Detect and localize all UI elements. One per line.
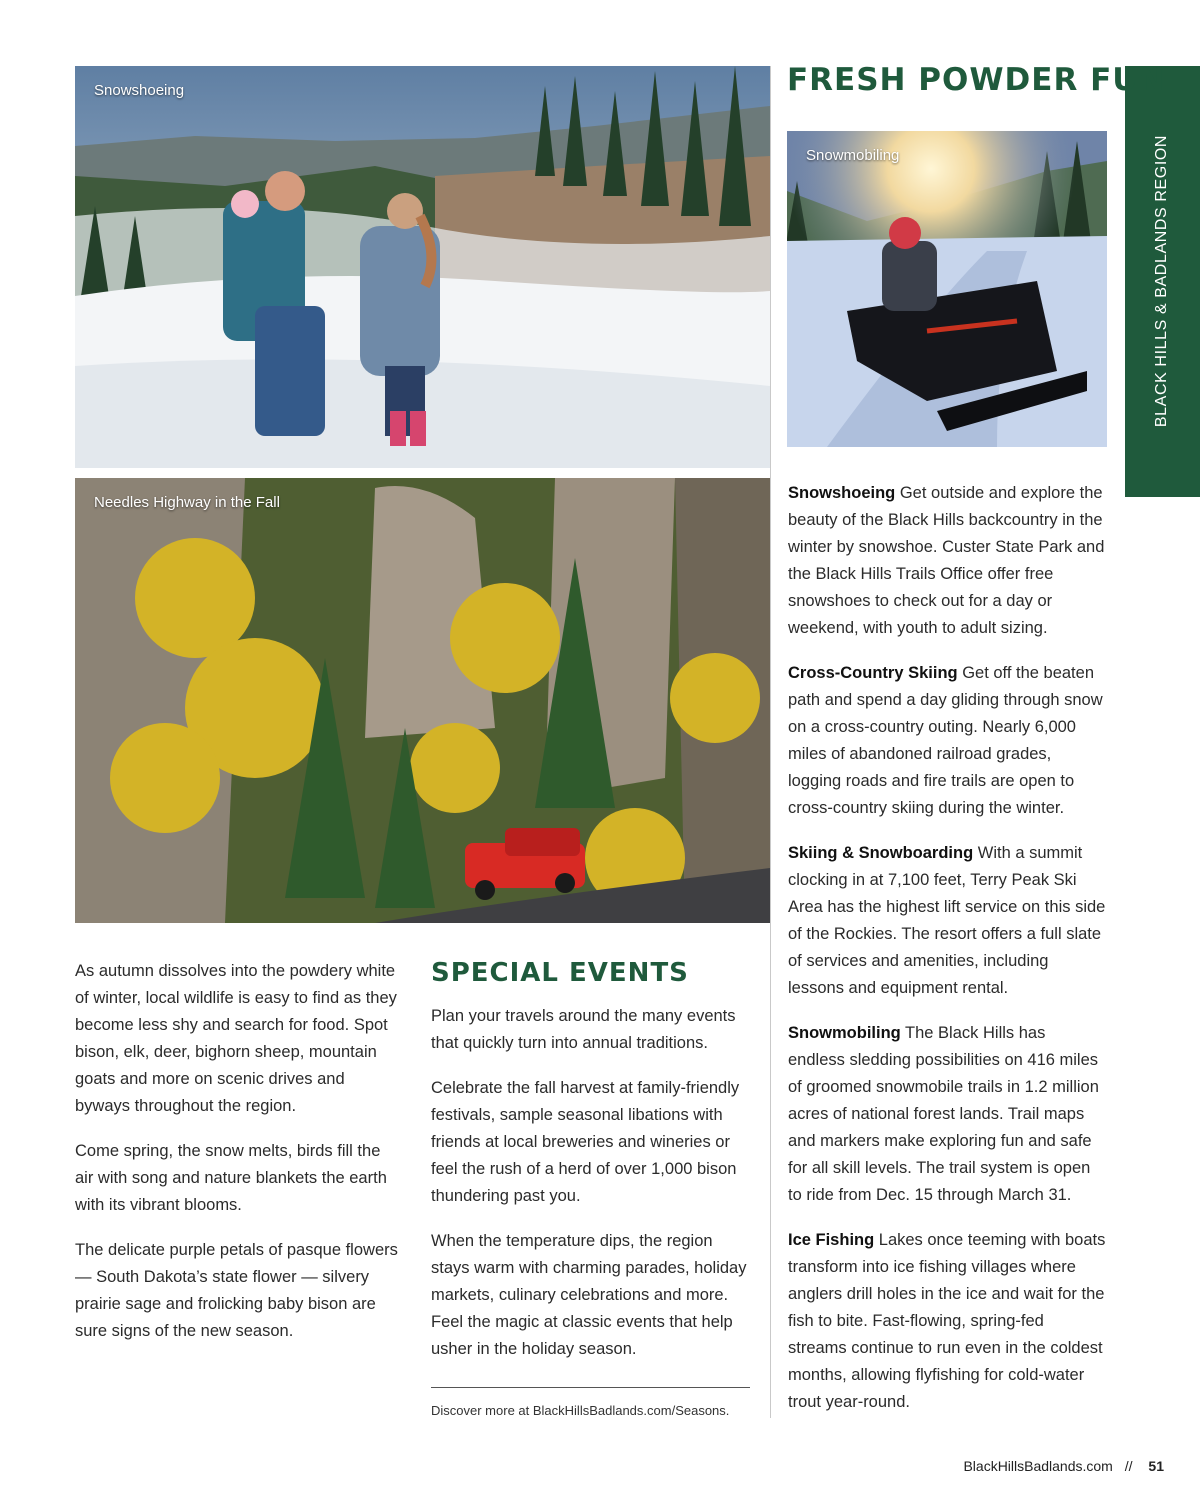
snowshoeing-illustration bbox=[75, 66, 770, 468]
events-paragraph: Celebrate the fall harvest at family-friendly festivals, sample seasonal libations with friends at local breweries and wineries or feel the rush of a herd of over 1,000 bison thundering past you. bbox=[431, 1079, 740, 1205]
activity-paragraph bbox=[788, 1227, 1106, 1416]
activity-text: Lakes once teeming with boats transform into ice fishing villages where anglers drill holes in the ice and wait for the fish to bite. Fast-flowing, spring-fed streams continue to run even in the coldest months, allowing flyfishing for cold-water trout year-round. bbox=[788, 1231, 1106, 1411]
intro-paragraph: Come spring, the snow melts, birds fill the air with song and nature blankets the earth with its vibrant blooms. bbox=[75, 1142, 387, 1214]
activity-text: Get off the beaten path and spend a day gliding through snow on a cross-country outing. Nearly 6,000 miles of abandoned railroad grades, logging roads and fire trails are open to cross-country skiing during the winter. bbox=[788, 664, 1103, 817]
footer-separator: // bbox=[1124, 1458, 1133, 1474]
events-paragraph: Plan your travels around the many events that quickly turn into annual traditions. bbox=[431, 1007, 736, 1052]
page-footer bbox=[963, 1458, 1164, 1474]
page-number: 51 bbox=[1148, 1458, 1164, 1474]
snowshoeing-photo bbox=[75, 66, 770, 468]
fresh-powder-column bbox=[788, 480, 1106, 1434]
special-events-column bbox=[431, 1003, 753, 1381]
activity-text: With a summit clocking in at 7,100 feet, Terry Peak Ski Area has the highest lift service on this side of the Rockies. The resort offers a full slate of services and amenities, including lessons and equipment rental. bbox=[788, 844, 1106, 997]
special-events-heading: SPECIAL EVENTS bbox=[431, 958, 689, 988]
photo-caption: Snowmobiling bbox=[806, 147, 900, 164]
intro-paragraph: The delicate purple petals of pasque flowers — South Dakota’s state flower — silvery prairie sage and frolicking baby bison are sure signs of the new season. bbox=[75, 1241, 398, 1340]
events-paragraph: When the temperature dips, the region stays warm with charming parades, holiday markets, culinary celebrations and more. Feel the magic at classic events that help usher in the holiday season. bbox=[431, 1232, 747, 1358]
activity-paragraph bbox=[788, 840, 1106, 1002]
activity-lead: Ice Fishing bbox=[788, 1231, 875, 1249]
activity-text: The Black Hills has endless sledding possibilities on 416 miles of groomed snowmobile trails in 1.2 million acres of national forest lands. Trail maps and markers make exploring fun and safe for all skill levels. The trail system is open to ride from Dec. 15 through March 31. bbox=[788, 1024, 1099, 1204]
column-divider bbox=[770, 66, 771, 1418]
region-side-tab bbox=[1125, 66, 1200, 497]
activity-paragraph bbox=[788, 1020, 1106, 1209]
footer-site: BlackHillsBadlands.com bbox=[963, 1458, 1113, 1474]
activity-lead: Cross-Country Skiing bbox=[788, 664, 958, 682]
activity-paragraph bbox=[788, 480, 1106, 642]
seasons-footnote bbox=[431, 1403, 729, 1418]
snowmobiling-illustration bbox=[787, 131, 1107, 447]
needles-highway-illustration bbox=[75, 478, 770, 923]
activity-text: Get outside and explore the beauty of the Black Hills backcountry in the winter by snowshoe. Custer State Park and the Black Hills Trails Office offer free snowshoes to check out for a day or weekend, with youth to adult sizing. bbox=[788, 484, 1105, 637]
footnote-text: Discover more at BlackHillsBadlands.com/Seasons. bbox=[431, 1403, 730, 1418]
needles-highway-photo bbox=[75, 478, 770, 923]
snowmobiling-photo bbox=[787, 131, 1107, 447]
region-tab-label: BLACK HILLS & BADLANDS REGION bbox=[1153, 134, 1170, 428]
footnote-rule bbox=[431, 1387, 750, 1388]
activity-lead: Snowshoeing bbox=[788, 484, 896, 502]
photo-caption: Needles Highway in the Fall bbox=[94, 494, 280, 511]
activity-paragraph bbox=[788, 660, 1106, 822]
activity-lead: Skiing & Snowboarding bbox=[788, 844, 974, 862]
intro-paragraph: As autumn dissolves into the powdery white of winter, local wildlife is easy to find as they become less shy and search for food. Spot bison, elk, deer, bighorn sheep, mountain goats and more on scenic drives and byways throughout the region. bbox=[75, 962, 397, 1115]
intro-column bbox=[75, 958, 400, 1363]
fresh-powder-heading: FRESH POWDER FUN bbox=[787, 62, 1166, 98]
activity-lead: Snowmobiling bbox=[788, 1024, 901, 1042]
photo-caption: Snowshoeing bbox=[94, 82, 185, 99]
